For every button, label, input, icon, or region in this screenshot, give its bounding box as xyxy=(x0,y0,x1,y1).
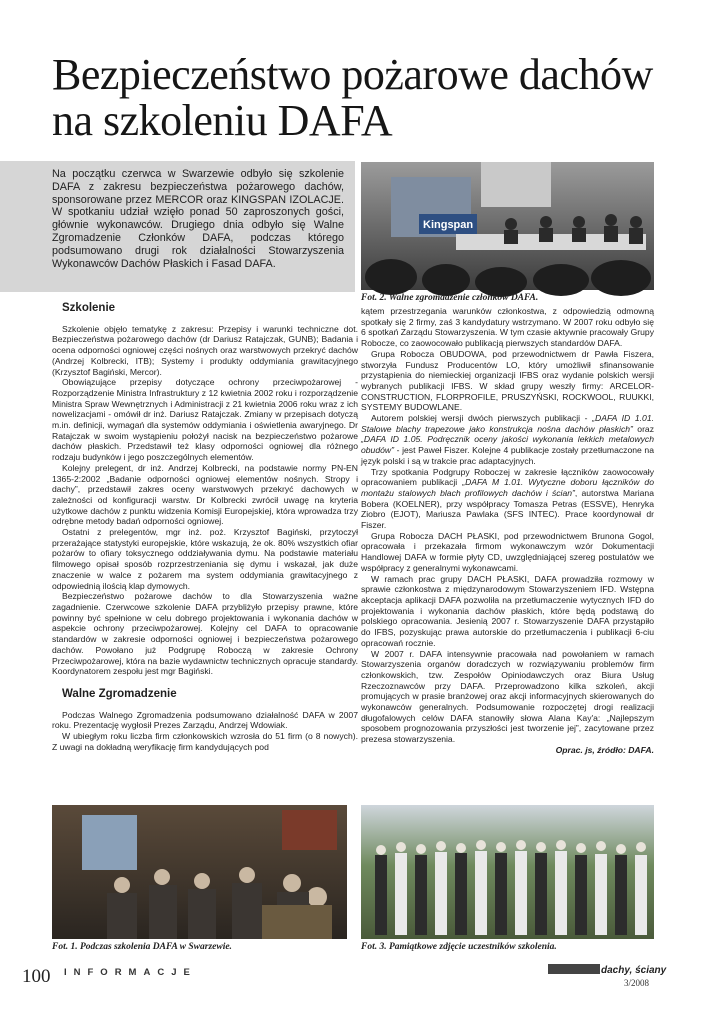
paragraph: Grupa Robocza OBUDOWA, pod przewodnictwem dr Pawła Fiszera, stworzyła Fundusz Producentów LO, który umożliwił sfinansowanie przystąpienia do niemieckiej organizacji IFBS oraz wydanie polskich wersji wybranych publikacji IFBS. W skład grupy weszły firmy: ARCELOR-CONSTRUCTION, FLORPROFILE, PRUSZYŃSKI, ROCKWOOL, RUUKKI, SYSTEMY BUDOWLANE. xyxy=(361,348,654,413)
left-column xyxy=(52,303,358,752)
banner-text: Kingspan xyxy=(423,219,474,231)
paragraph: Obowiązujące przepisy dotyczące ochrony przeciwpożarowej - Rozporządzenie Ministra Infrastruktury z 12 kwietnia 2002 roku i rozporządzenie Ministra Spraw Wewnętrznych i Administracji z 21 kwietnia 2006 roku wraz z ich nowelizacjami - omówił dr inż. Dariusz Ratajczak. Zmiany w przepisach dotyczą m.in. definicji, wymagań dla systemów oddymiania i oświetlenia awaryjnego. Dr Ratajczak w swoim wystąpieniu położył nacisk na bezpieczeństwo pożarowe dachów płaskich. Przedstawił też klasy odporności ogniowej dla różnego rodzaju budynków i jego poszczególnych elementów. xyxy=(52,377,358,463)
paragraph: W ubiegłym roku liczba firm członkowskich wzrosła do 51 firm (o 8 nowych). Z uwagi na dokładną weryfikację firm kandydujących pod xyxy=(52,731,358,752)
paragraph: Szkolenie objęło tematykę z zakresu: Przepisy i warunki techniczne dot. Bezpieczeństwa pożarowego dachów (dr Dariusz Ratajczak, GUNB); Badania i ocena odporności ogniowej części nośnych oraz warstwowych przekryć dachów (Andrzej Kolbrecki, ITB); Systemy i produkty oddymiania grawitacyjnego (Krzysztof Bagiński, Mercor). xyxy=(52,323,358,377)
section-heading-walne: Walne Zgromadzenie xyxy=(62,687,177,700)
paragraph: Ostatni z prelegentów, mgr inż. poż. Krzysztof Bagiński, przytoczył przerażające statystyki europejskie, które wskazują, że ok. 80% wszystkich ofiar pożarów to ofiary toksycznego oddziaływania dymu. Na podstawie materiału filmowego opisał sposób rozprzestrzeniania się dymu i wskazał, jak duże znaczenie w walce z pożarem ma system oddymiania grawitacyjnego z odpowiednią ilością klap dymowych. xyxy=(52,527,358,591)
paragraph: W ramach prac grupy DACH PŁASKI, DAFA prowadziła rozmowy w sprawie członkostwa z międzynarodowym Stowarzyszeniem IFD. Wstępna akceptacja aplikacji DAFA pozwoliła na przetłumaczenie wytycznych IFD do projektowania i wykonania dachów płaskich, które będą podstawą do polskiego opracowania. Jesienią 2007 r. Stowarzyszenie DAFA przystąpiło do IFBS, pozyskując prawa autorskie do przetłumaczenia i publikacji 6-ciu opracowań rocznie. xyxy=(361,573,654,648)
paragraph: Grupa Robocza DACH PŁASKI, pod przewodnictwem Brunona Gogol, opracowała i przekazała firmom wykonawczym wzór Dokumentacji Handlowej DAFA w formie płyty CD, uwzględniającej szereg postulatów we współpracy z generalnymi wykonawcami. xyxy=(361,530,654,573)
section-heading-szkolenie: Szkolenie xyxy=(62,302,116,314)
paragraph: Trzy spotkania Podgrupy Roboczej w zakresie łączników zaowocowały opracowaniem publikacji „DAFA M 1.01. Wytyczne doboru łączników do montażu stalowych blach profilowych dachów i ścian”, autorstwa Mariana Bobera (KOELNER), przy współpracy Tomasza Petras (ESSVE), Henryka Ziobro (EJOT), Mariusza Pawlaka (SFS INTEC). Prace koordynował dr Fiszer. xyxy=(361,466,654,531)
title-line-2: na szkoleniu DAFA xyxy=(52,96,393,145)
magazine-logo-text: dachy, ściany xyxy=(601,965,667,976)
title-line-1: Bezpieczeństwo pożarowe dachów xyxy=(52,50,653,99)
paragraph: Podczas Walnego Zgromadzenia podsumowano działalność DAFA w 2007 roku. Prezentację wygłosił Prezes Zarządu, Andrzej Wdowiak. xyxy=(52,709,358,731)
article-title xyxy=(52,52,692,144)
section-label: INFORMACJE xyxy=(64,967,197,978)
paragraph: Autorem polskiej wersji dwóch pierwszych publikacji - „DAFA ID 1.01. Stalowe blachy trapezowe jako konstrukcja nośna dachów płaskich” oraz „DAFA ID 1.05. Podręcznik oceny jakości wykonania lekkich metalowych obudów” - jest Paweł Fiszer. Kolejne 4 publikacje zostały przetłumaczone na język polski i są w trakcie prac adaptacyjnych. xyxy=(361,413,655,466)
photo-1-caption: Fot. 1. Podczas szkolenia DAFA w Swarzewie. xyxy=(52,942,232,952)
article-signature: Oprac. js, źródło: DAFA. xyxy=(555,744,654,755)
photo-training-image xyxy=(52,805,347,939)
photo-training xyxy=(52,805,347,939)
photo-group-image xyxy=(361,805,654,939)
photo-group xyxy=(361,805,654,939)
paragraph: Bezpieczeństwo pożarowe dachów to dla Stowarzyszenia ważne zagadnienie. Czerwcowe szkolenie DAFA przybliżyło przepisy prawne, które powinny być spełnione w celu dobrego projektowania i wykonania dachów w aspekcie ochrony przeciwpożarowej. Kolejny cel DAFA to opracowanie standardów w zakresie odporności ogniowej i bezpieczeństwa pożarowego dachów. Powołano już Podgrupę Roboczą w zakresie Ochrony Przeciwpożarowej, która na bazie wydawnictw technicznych opracuje standardy. Koordynatorem zespołu jest mgr Bagiński. xyxy=(52,591,358,677)
lead-paragraph: Na początku czerwca w Swarzewie odbyło się szkolenie DAFA z zakresu bezpieczeństwa pożarowego dachów, sponsorowane przez MERCOR oraz KINGSPAN IZOLACJE. W spotkaniu udział wzięło ponad 50 zaproszonych gości, głównie wykonawców. Drugiego dnia odbyło się Walne Zgromadzenie Członków DAFA, podczas którego podsumowano drugi rok działalności Stowarzyszenia Wykonawców Dachów Płaskich i Fasad DAFA. xyxy=(52,168,344,270)
issue-number: 3/2008 xyxy=(624,978,650,988)
photo-general-assembly xyxy=(361,162,654,290)
page-number: 100 xyxy=(22,966,51,987)
photo-general-assembly-image xyxy=(361,162,654,290)
magazine-logo xyxy=(548,961,667,977)
paragraph: kątem przestrzegania warunków członkostwa, z odpowiedzią odmowną spotkały się 2 firmy, zaś 3 kandydatury wstrzymano. W 2007 roku odbyło się 6 spotkań Zarządu Stowarzyszenia. W tym czasie aktywnie pracowały Grupy Robocze, co zaowocowało publikacją pierwszych standardów DAFA. xyxy=(361,306,654,349)
right-column xyxy=(361,306,654,756)
photo-2-caption: Fot. 2. Walne zgromadzenie członków DAFA. xyxy=(361,293,539,303)
photo-3-caption: Fot. 3. Pamiątkowe zdjęcie uczestników szkolenia. xyxy=(361,942,557,952)
paragraph: W 2007 r. DAFA intensywnie pracowała nad powołaniem w ramach Stowarzyszenia organów doradczych w rozwiązywaniu problemów firm członkowskich, tzw. Zespołów Opiniodawczych oraz Biura Usług Rzeczoznawców przy DAFA. Przeprowadzono kilka szkoleń, akcji promujących w prasie branżowej oraz akcji informacyjnych skierowanych do wykonawców generalnych. Podsumowanie rozpoczętej drogi realizacji długofalowych celów DAFA stanowiły słowa Alana Kay'a: „Najlepszym sposobem prognozowania przyszłości jest tworzenie jej”, zacytowane przez prezesa stowarzyszenia. xyxy=(361,648,654,745)
paragraph: Kolejny prelegent, dr inż. Andrzej Kolbrecki, na podstawie normy PN-EN 1365-2:2002 „Badanie odporności ogniowej elementów nośnych. Stropy i dachy”, przedstawił zakres oceny warstwowych przekryć dachowych w zależności od konfiguracji warstw. Dr Kolbrecki zwrócił uwagę na kryteria użytkowe dachów z punktu widzenia Komisji Europejskiej, która wprowadza trzy odrębne metody badań odporności ogniowej. xyxy=(52,462,358,527)
